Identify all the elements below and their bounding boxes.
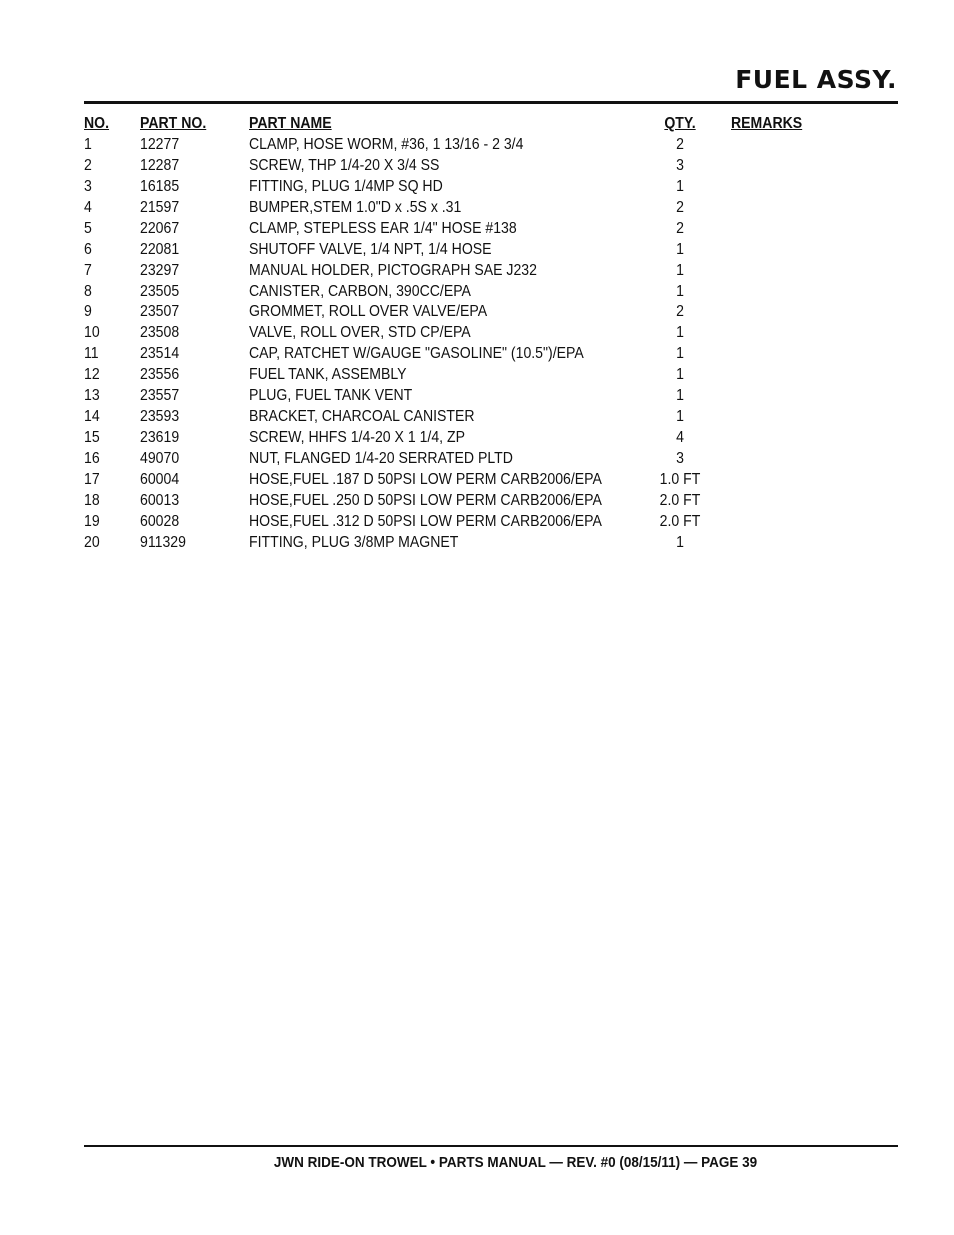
cell-part-name: SCREW, THP 1/4-20 X 3/4 SS	[249, 156, 440, 174]
cell-part-name: FUEL TANK, ASSEMBLY	[249, 366, 407, 384]
cell-part-no: 23514	[140, 345, 180, 363]
cell-no: 17	[84, 470, 100, 488]
cell-no: 18	[84, 491, 100, 509]
cell-part-name: SCREW, HHFS 1/4-20 X 1 1/4, ZP	[249, 429, 465, 447]
table-row	[84, 176, 898, 197]
table-row	[84, 343, 898, 364]
cell-part-name: CLAMP, HOSE WORM, #36, 1 13/16 - 2 3/4	[249, 135, 524, 153]
cell-qty: 2.0 FT	[659, 491, 701, 509]
cell-no: 4	[84, 198, 92, 216]
table-row	[84, 281, 898, 302]
cell-no: 11	[84, 345, 99, 363]
table-row	[84, 239, 898, 260]
header-part-no: PART NO.	[140, 115, 207, 132]
cell-qty: 3	[676, 450, 684, 467]
cell-part-no: 23505	[140, 282, 180, 300]
cell-qty: 1	[676, 177, 684, 195]
cell-qty: 4	[676, 429, 684, 447]
cell-part-no: 21597	[140, 198, 180, 216]
table-row	[84, 385, 898, 406]
cell-qty: 1	[676, 366, 684, 384]
cell-qty: 1	[676, 261, 684, 279]
cell-no: 6	[84, 240, 92, 258]
table-row	[84, 322, 898, 343]
cell-no: 14	[84, 408, 100, 426]
cell-no: 16	[84, 450, 100, 467]
table-header-row	[84, 113, 898, 134]
cell-no: 15	[84, 429, 100, 447]
cell-no: 20	[84, 533, 100, 551]
cell-no: 9	[84, 303, 92, 321]
table-row	[84, 197, 898, 218]
table-row	[84, 469, 898, 490]
cell-part-name: PLUG, FUEL TANK VENT	[249, 387, 413, 405]
cell-part-no: 911329	[140, 533, 186, 551]
cell-part-name: CAP, RATCHET W/GAUGE "GASOLINE" (10.5")/EPA	[249, 345, 584, 363]
cell-part-no: 23619	[140, 429, 180, 447]
cell-qty: 1	[676, 533, 684, 551]
cell-part-name: FITTING, PLUG 3/8MP MAGNET	[249, 533, 459, 551]
cell-part-name: GROMMET, ROLL OVER VALVE/EPA	[249, 303, 488, 321]
table-row	[84, 218, 898, 239]
page-footer	[84, 1152, 898, 1174]
cell-part-no: 12277	[140, 135, 180, 153]
cell-no: 3	[84, 177, 92, 195]
table-row	[84, 301, 898, 322]
cell-qty: 1	[676, 324, 684, 342]
cell-no: 19	[84, 512, 100, 530]
cell-qty: 2	[676, 303, 684, 321]
cell-no: 5	[84, 219, 92, 237]
cell-part-no: 16185	[140, 177, 180, 195]
cell-part-name: HOSE,FUEL .187 D 50PSI LOW PERM CARB2006/EPA	[249, 470, 602, 488]
cell-part-no: 23508	[140, 324, 180, 342]
cell-part-no: 23557	[140, 387, 180, 405]
cell-qty: 1	[676, 282, 684, 300]
cell-no: 12	[84, 366, 100, 384]
cell-part-name: VALVE, ROLL OVER, STD CP/EPA	[249, 324, 471, 342]
cell-qty: 1	[676, 408, 684, 426]
page-title: FUEL ASSY.	[735, 65, 897, 94]
header-part-name: PART NAME	[249, 115, 332, 132]
cell-part-no: 12287	[140, 156, 180, 174]
cell-qty: 1	[676, 387, 684, 405]
cell-part-no: 49070	[140, 450, 180, 467]
cell-part-no: 23593	[140, 408, 180, 426]
cell-part-name: CANISTER, CARBON, 390CC/EPA	[249, 282, 471, 300]
cell-part-name: MANUAL HOLDER, PICTOGRAPH SAE J232	[249, 261, 537, 279]
cell-part-name: HOSE,FUEL .312 D 50PSI LOW PERM CARB2006/EPA	[249, 512, 602, 530]
cell-part-no: 23297	[140, 261, 180, 279]
cell-qty: 2.0 FT	[659, 512, 701, 530]
cell-qty: 1.0 FT	[659, 470, 701, 488]
cell-part-no: 22081	[140, 240, 180, 258]
parts-table	[84, 113, 898, 553]
header-qty: QTY.	[664, 115, 696, 132]
cell-part-name: HOSE,FUEL .250 D 50PSI LOW PERM CARB2006/EPA	[249, 491, 602, 509]
cell-part-no: 22067	[140, 219, 180, 237]
cell-no: 7	[84, 261, 92, 279]
table-row	[84, 364, 898, 385]
cell-part-no: 23507	[140, 303, 180, 321]
cell-part-name: NUT, FLANGED 1/4-20 SERRATED PLTD	[249, 450, 513, 467]
cell-qty: 2	[676, 198, 684, 216]
header-no: NO.	[84, 115, 110, 132]
cell-qty: 3	[676, 156, 684, 174]
cell-part-no: 60013	[140, 491, 180, 509]
table-row	[84, 260, 898, 281]
table-row	[84, 511, 898, 532]
cell-part-no: 23556	[140, 366, 180, 384]
title-divider	[84, 101, 898, 104]
cell-part-no: 60028	[140, 512, 180, 530]
table-row	[84, 134, 898, 155]
cell-part-name: BUMPER,STEM 1.0"D x .5S x .31	[249, 198, 462, 216]
table-body	[84, 134, 898, 553]
table-row	[84, 427, 898, 448]
cell-no: 10	[84, 324, 100, 342]
table-row	[84, 448, 898, 469]
cell-part-name: CLAMP, STEPLESS EAR 1/4" HOSE #138	[249, 219, 517, 237]
cell-qty: 2	[676, 219, 684, 237]
cell-part-no: 60004	[140, 470, 180, 488]
table-row	[84, 155, 898, 176]
cell-no: 8	[84, 282, 92, 300]
table-row	[84, 406, 898, 427]
footer-text: JWN RIDE-ON TROWEL • PARTS MANUAL — REV. #0 (08/15/11) — PAGE 39	[274, 1154, 758, 1171]
cell-part-name: SHUTOFF VALVE, 1/4 NPT, 1/4 HOSE	[249, 240, 492, 258]
cell-qty: 1	[676, 240, 684, 258]
table-row	[84, 532, 898, 553]
cell-qty: 2	[676, 135, 684, 153]
cell-part-name: FITTING, PLUG 1/4MP SQ HD	[249, 177, 443, 195]
cell-no: 2	[84, 156, 92, 174]
cell-no: 13	[84, 387, 100, 405]
table-row	[84, 490, 898, 511]
cell-part-name: BRACKET, CHARCOAL CANISTER	[249, 408, 475, 426]
cell-no: 1	[84, 135, 92, 153]
header-remarks: REMARKS	[731, 115, 803, 132]
footer-divider	[84, 1145, 898, 1147]
cell-qty: 1	[676, 345, 684, 363]
